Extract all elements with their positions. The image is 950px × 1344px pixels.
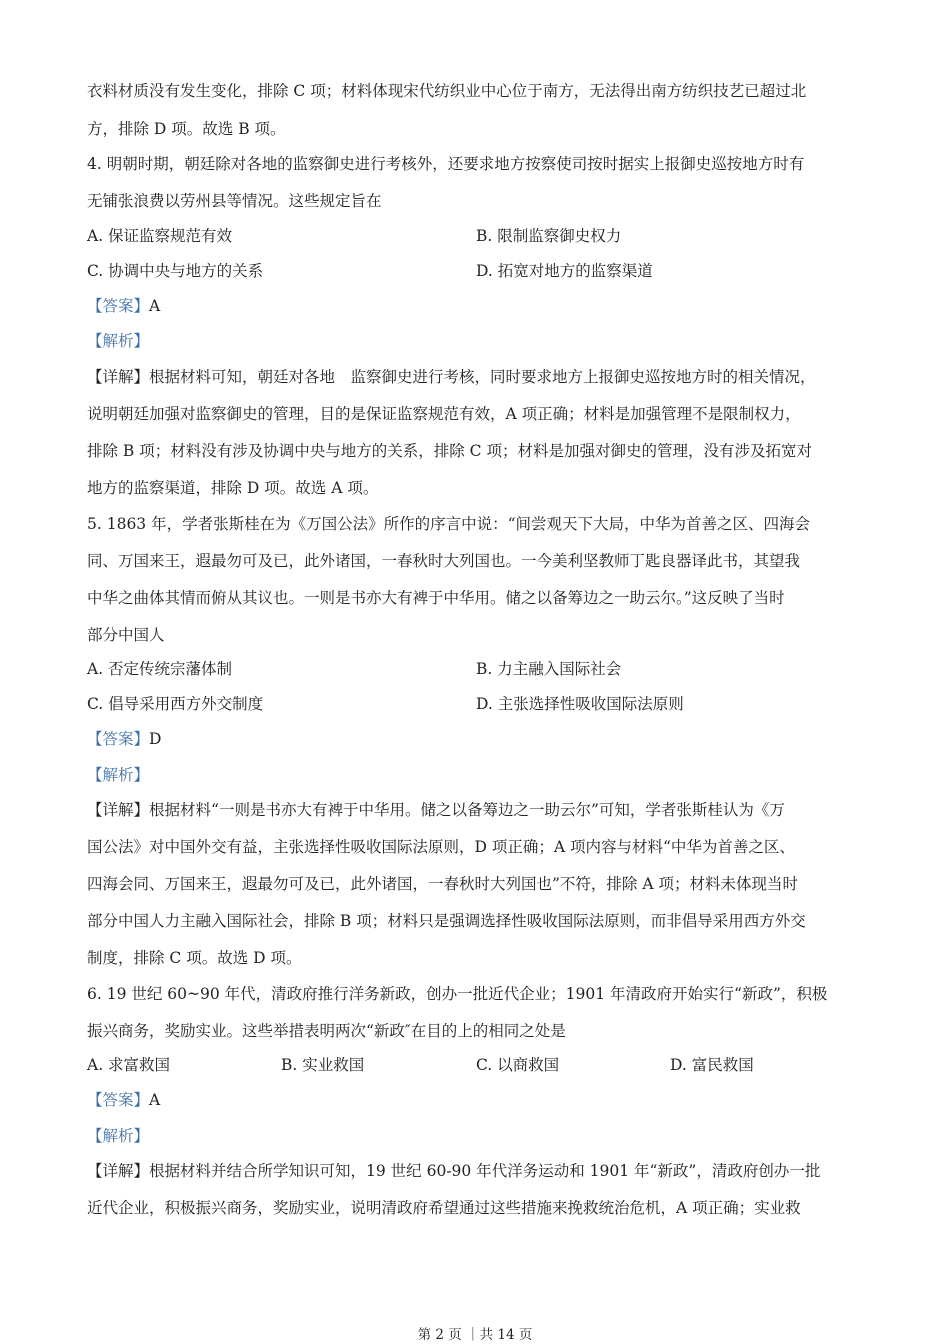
question-4-option-b: B. 限制监察御史权力 [476,227,622,245]
page-footer: 第 2 页 ｜共 14 页 [417,1327,533,1343]
question-5-answer [87,728,161,750]
question-6-option-a: A. 求富救国 [87,1056,171,1074]
answer-tag: 【答案】 [87,1091,150,1109]
question-4-stem: 无铺张浪费以劳州县等情况。这些规定旨在 [87,192,382,210]
question-5-stem: 中华之曲体其情而俯从其议也。一则是书亦大有裨于中华用。储之以备筹边之一助云尔。”这反映了当时 [87,589,785,607]
question-4-detail [87,366,816,388]
answer-value: D [149,730,162,748]
question-5-detail [87,799,785,821]
question-5-stem: 部分中国人 [87,626,165,644]
question-5-detail: 四海会同、万国来王，遐最勿可及已，此外诸国，一春秋时大列国也”不符，排除 A 项；材料未体现当时 [87,875,798,893]
answer-tag: 【答案】 [87,730,150,748]
question-5-option-c: C. 倡导采用西方外交制度 [87,695,264,713]
analysis-tag: 【解析】 [87,332,150,350]
question-4-detail: 排除 B 项；材料没有涉及协调中央与地方的关系，排除 C 项；材料是加强对御史的管理，没有涉及拓宽对 [87,442,812,460]
question-4-option-d: D. 拓宽对地方的监察渠道 [476,262,653,280]
question-4-detail: 地方的监察渠道，排除 D 项。故选 A 项。 [87,479,379,497]
question-4-stem: 4. 明朝时期，朝廷除对各地的监察御史进行考核外，还要求地方按察使司按时据实上报御史巡按地方时有 [87,155,805,173]
question-6-detail [87,1160,820,1182]
question-5-detail: 国公法》对中国外交有益，主张选择性吸收国际法原则，D 项正确；A 项内容与材料“中华为首善之区、 [87,838,795,856]
analysis-tag: 【解析】 [87,1127,150,1145]
question-4-option-c: C. 协调中央与地方的关系 [87,262,264,280]
question-4-option-a: A. 保证监察规范有效 [87,227,233,245]
question-4-analysis [87,330,149,352]
question-6-option-c: C. 以商救国 [476,1056,560,1074]
question-6-detail: 近代企业，积极振兴商务，奖励实业，说明清政府希望通过这些措施来挽救统治危机，A 项正确；实业救 [87,1199,801,1217]
question-5-stem: 5. 1863 年，学者张斯桂在为《万国公法》所作的序言中说：“间尝观天下大局，中华为首善之区、四海会 [87,515,811,533]
detail-tag: 【详解】 [87,368,150,386]
detail-text: 根据材料并结合所学知识可知，19 世纪 60-90 年代洋务运动和 1901 年“新政”，清政府创办一批 [149,1162,821,1180]
detail-tag: 【详解】 [87,801,150,819]
text-line: 衣料材质没有发生变化，排除 C 项；材料体现宋代纺织业中心位于南方，无法得出南方纺织技艺已超过北 [87,82,807,100]
question-5-detail: 部分中国人力主融入国际社会，排除 B 项；材料只是强调选择性吸收国际法原则，而非倡导采用西方外交 [87,912,806,930]
question-6-option-b: B. 实业救国 [281,1056,365,1074]
question-6-stem: 6. 19 世纪 60~90 年代，清政府推行洋务新政，创办一批近代企业；1901 年清政府开始实行“新政”，积极 [87,985,828,1003]
analysis-tag: 【解析】 [87,766,150,784]
question-5-analysis [87,764,149,786]
question-5-option-a: A. 否定传统宗藩体制 [87,660,233,678]
question-5-option-b: B. 力主融入国际社会 [476,660,622,678]
question-5-detail: 制度，排除 C 项。故选 D 项。 [87,949,302,967]
answer-value: A [149,297,161,315]
question-6-stem: 振兴商务，奖励实业。这些举措表明两次“新政″在目的上的相同之处是 [87,1022,566,1040]
answer-tag: 【答案】 [87,297,150,315]
question-5-stem: 同、万国来王，遐最勿可及已，此外诸国，一春秋时大列国也。一今美利坚教师丁匙良器译此书，其望我 [87,552,801,570]
question-4-answer [87,295,160,317]
detail-text: 根据材料可知，朝廷对各地 监察御史进行考核，同时要求地方上报御史巡按地方时的相关情况， [149,368,816,386]
detail-tag: 【详解】 [87,1162,150,1180]
answer-value: A [149,1091,161,1109]
question-4-detail: 说明朝廷加强对监察御史的管理，目的是保证监察规范有效，A 项正确；材料是加强管理不是限制权力， [87,405,801,423]
detail-text: 根据材料“一则是书亦大有裨于中华用。储之以备筹边之一助云尔”可知，学者张斯桂认为《万 [149,801,785,819]
question-6-option-d: D. 富民救国 [670,1056,754,1074]
question-6-answer [87,1089,160,1111]
text-line: 方，排除 D 项。故选 B 项。 [87,120,286,138]
question-6-analysis [87,1125,149,1147]
question-5-option-d: D. 主张选择性吸收国际法原则 [476,695,684,713]
